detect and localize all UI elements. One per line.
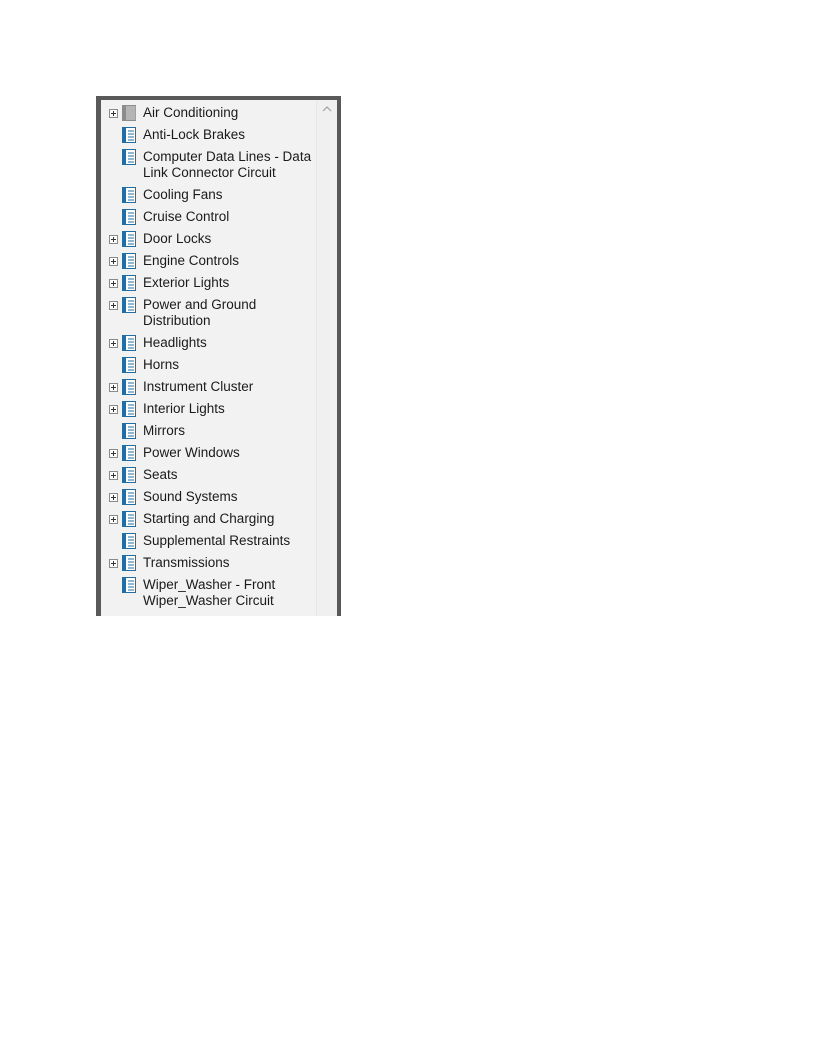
- tree-item-label: Supplemental Restraints: [143, 533, 291, 548]
- closed-book-icon: [122, 105, 137, 122]
- tree-item-label: Exterior Lights: [143, 275, 230, 290]
- expand-plus-icon[interactable]: [109, 515, 118, 524]
- book-icon: [122, 445, 137, 462]
- tree-item[interactable]: [101, 378, 317, 400]
- tree-item[interactable]: [101, 554, 317, 576]
- tree-item-label: Sound Systems: [143, 489, 238, 504]
- book-icon: [122, 335, 137, 352]
- tree-item[interactable]: [101, 126, 317, 148]
- tree-item-label: Wiper_Washer - Front Wiper_Washer Circuit: [143, 577, 276, 608]
- expand-plus-icon[interactable]: [109, 301, 118, 310]
- tree-item[interactable]: [101, 104, 317, 126]
- expand-plus-icon[interactable]: [109, 559, 118, 568]
- book-icon: [122, 401, 137, 418]
- tree-item-label: Headlights: [143, 335, 207, 350]
- book-icon: [122, 467, 137, 484]
- tree-item[interactable]: [101, 510, 317, 532]
- tree-item[interactable]: [101, 186, 317, 208]
- expand-plus-icon[interactable]: [109, 449, 118, 458]
- book-icon: [122, 297, 137, 314]
- tree-item-label: Instrument Cluster: [143, 379, 254, 394]
- document-page-icon: [122, 533, 137, 550]
- expand-plus-icon[interactable]: [109, 257, 118, 266]
- tree-item[interactable]: [101, 208, 317, 230]
- tree-item[interactable]: [101, 400, 317, 422]
- tree-item[interactable]: [101, 488, 317, 510]
- book-icon: [122, 511, 137, 528]
- scroll-up-arrow-icon[interactable]: [321, 104, 333, 114]
- tree-item-label: Mirrors: [143, 423, 185, 438]
- tree-item-label: Computer Data Lines - Data Link Connector Circuit: [143, 149, 312, 180]
- tree-item-label: Transmissions: [143, 555, 230, 570]
- book-icon: [122, 231, 137, 248]
- expand-plus-icon[interactable]: [109, 279, 118, 288]
- topic-tree-viewport[interactable]: [101, 100, 337, 616]
- document-page-icon: [122, 423, 137, 440]
- document-page-icon: [122, 357, 137, 374]
- expand-plus-icon[interactable]: [109, 235, 118, 244]
- expand-plus-icon[interactable]: [109, 383, 118, 392]
- tree-item[interactable]: [101, 444, 317, 466]
- document-page-icon: [122, 187, 137, 204]
- tree-item[interactable]: [101, 296, 317, 334]
- book-icon: [122, 379, 137, 396]
- tree-item-label: Cooling Fans: [143, 187, 223, 202]
- expand-plus-icon[interactable]: [109, 405, 118, 414]
- tree-item-label: Door Locks: [143, 231, 212, 246]
- book-icon: [122, 555, 137, 572]
- tree-item[interactable]: [101, 422, 317, 444]
- expand-plus-icon[interactable]: [109, 339, 118, 348]
- tree-item-label: Air Conditioning: [143, 105, 239, 120]
- tree-item-label: Interior Lights: [143, 401, 225, 416]
- tree-item-label: Horns: [143, 357, 180, 372]
- tree-item[interactable]: [101, 148, 317, 186]
- tree-item[interactable]: [101, 334, 317, 356]
- tree-item[interactable]: [101, 576, 317, 614]
- document-page-icon: [122, 127, 137, 144]
- tree-item[interactable]: [101, 466, 317, 488]
- document-page-icon: [122, 577, 137, 594]
- tree-item[interactable]: [101, 252, 317, 274]
- expand-plus-icon[interactable]: [109, 471, 118, 480]
- tree-item[interactable]: [101, 532, 317, 554]
- tree-item-label: Starting and Charging: [143, 511, 275, 526]
- tree-item[interactable]: [101, 274, 317, 296]
- topic-tree-panel: [96, 96, 341, 616]
- tree-item-label: Engine Controls: [143, 253, 240, 268]
- document-page-icon: [122, 209, 137, 226]
- tree-item-label: Power and Ground Distribution: [143, 297, 257, 328]
- tree-item-label: Cruise Control: [143, 209, 230, 224]
- expand-plus-icon[interactable]: [109, 109, 118, 118]
- book-icon: [122, 253, 137, 270]
- tree-item-label: Seats: [143, 467, 178, 482]
- book-icon: [122, 275, 137, 292]
- document-page-icon: [122, 149, 137, 166]
- tree-item[interactable]: [101, 356, 317, 378]
- book-icon: [122, 489, 137, 506]
- tree-item-label: Power Windows: [143, 445, 240, 460]
- expand-plus-icon[interactable]: [109, 493, 118, 502]
- tree-item-label: Anti-Lock Brakes: [143, 127, 246, 142]
- vertical-scrollbar[interactable]: [316, 100, 337, 616]
- tree-item[interactable]: [101, 230, 317, 252]
